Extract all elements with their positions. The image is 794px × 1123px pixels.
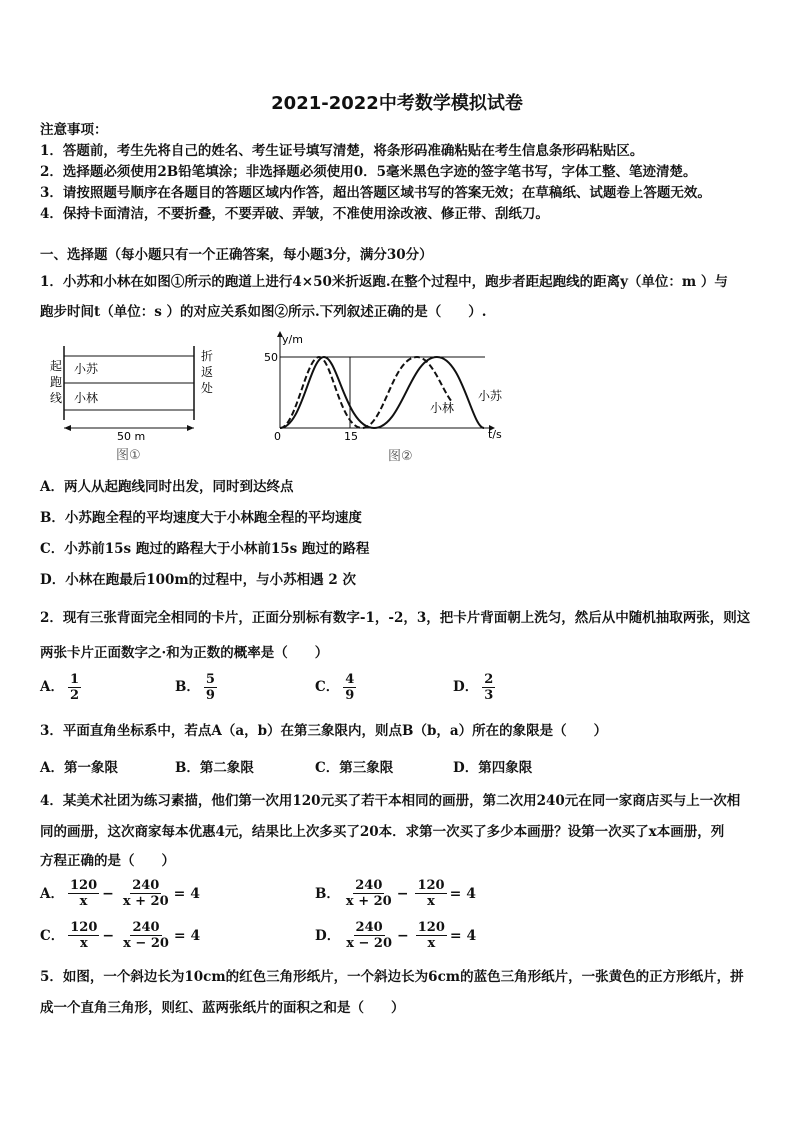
notice-item: 2．选择题必须使用2B铅笔填涂；非选择题必须使用0．5毫米黑色字迹的签字笔书写，字体工整、笔迹清楚。 bbox=[40, 164, 697, 180]
figure-2-graph bbox=[262, 330, 522, 470]
series-su-label: 小苏 bbox=[478, 389, 503, 403]
notice-item: 3．请按照题号顺序在各题目的答题区域内作答，超出答题区域书写的答案无效；在草稿纸、试题卷上答题无效。 bbox=[40, 185, 711, 201]
option-c: C． $\frac{4}{9}$ bbox=[315, 672, 355, 703]
option-c: C． $\frac{120}{x}$ − $\frac{240}{x - 20}$ = 4 bbox=[40, 920, 201, 951]
notice-item: 1．答题前，考生先将自己的姓名、考生证号填写清楚，将条形码准确粘贴在考生信息条形码粘贴区。 bbox=[40, 143, 644, 159]
question-5-text: 成一个直角三角形，则红、蓝两张纸片的面积之和是（ ） bbox=[40, 1000, 405, 1016]
y-axis-label: y/m bbox=[282, 333, 303, 346]
option-b: B． $\frac{5}{9}$ bbox=[175, 672, 215, 703]
start-label-char: 起 bbox=[50, 359, 63, 373]
question-2-text: 2．现有三张背面完全相同的卡片，正面分别标有数字-1，-2，3，把卡片背面朝上洗匀，然后从中随机抽取两张，则这 bbox=[40, 610, 751, 626]
figure-2-caption: 图② bbox=[388, 449, 413, 464]
x-tick-label: 0 bbox=[274, 430, 281, 443]
distance-label: 50 m bbox=[117, 430, 146, 443]
option-a: A．第一象限 bbox=[40, 760, 118, 776]
question-2-text: 两张卡片正面数字之·和为正数的概率是（ ） bbox=[40, 645, 329, 661]
option-d: D．小林在跑最后100m的过程中，与小苏相遇 2 次 bbox=[40, 572, 356, 588]
option-a: A． $\frac{1}{2}$ bbox=[40, 672, 80, 703]
question-5-text: 5．如图，一个斜边长为10cm的红色三角形纸片，一个斜边长为6cm的蓝色三角形纸片，一张黄色的正方形纸片，拼 bbox=[40, 969, 744, 985]
option-c: C．第三象限 bbox=[315, 760, 394, 776]
notice-heading: 注意事项： bbox=[40, 122, 108, 138]
question-4-text: 4．某美术社团为练习素描，他们第一次用120元买了若干本相同的画册，第二次用240元在同一家商店买与上一次相 bbox=[40, 793, 741, 809]
option-a: A． $\frac{120}{x}$ − $\frac{240}{x + 20}$ = 4 bbox=[40, 878, 201, 909]
option-b: B． $\frac{240}{x + 20}$ − $\frac{120}{x}$ = 4 bbox=[315, 878, 476, 909]
turn-label-char: 折 bbox=[201, 349, 214, 363]
turn-label-char: 返 bbox=[201, 365, 214, 379]
option-d: D．第四象限 bbox=[453, 760, 533, 776]
x-axis-label: t/s bbox=[488, 428, 502, 441]
section-heading: 一、选择题（每小题只有一个正确答案，每小题3分，满分30分） bbox=[40, 247, 433, 263]
notice-item: 4．保持卡面清洁，不要折叠，不要弄破、弄皱，不准使用涂改液、修正带、刮纸刀。 bbox=[40, 206, 549, 222]
option-b: B．第二象限 bbox=[175, 760, 254, 776]
y-tick-label: 50 bbox=[264, 351, 278, 364]
question-4-text: 方程正确的是（ ） bbox=[40, 853, 175, 869]
option-a: A．两人从起跑线同时出发，同时到达终点 bbox=[40, 479, 294, 495]
question-4-text: 同的画册，这次商家每本优惠4元，结果比上次多买了20本．求第一次买了多少本画册？设第一次买了x本画册，列 bbox=[40, 824, 725, 840]
option-d: D． $\frac{2}{3}$ bbox=[453, 672, 494, 703]
series-lin-label: 小林 bbox=[430, 401, 455, 415]
start-label-char: 线 bbox=[50, 391, 63, 405]
option-c: C．小苏前15s 跑过的路程大于小林前15s 跑过的路程 bbox=[40, 541, 370, 557]
figure-1-track bbox=[44, 338, 234, 466]
question-3-text: 3．平面直角坐标系中，若点A（a，b）在第三象限内，则点B（b，a）所在的象限是（ ） bbox=[40, 723, 608, 739]
figure-1-caption: 图① bbox=[116, 448, 141, 463]
x-tick-label: 15 bbox=[344, 430, 358, 443]
question-1-text: 1．小苏和小林在如图①所示的跑道上进行4×50米折返跑.在整个过程中，跑步者距起跑线的距离y（单位：m ）与 bbox=[40, 274, 728, 290]
lane-label-su: 小苏 bbox=[74, 362, 99, 376]
lane-label-lin: 小林 bbox=[74, 391, 99, 405]
question-1-text: 跑步时间t（单位：s ）的对应关系如图②所示.下列叙述正确的是（ ）. bbox=[40, 304, 487, 320]
start-label-char: 跑 bbox=[50, 375, 63, 389]
page-title: 2021-2022中考数学模拟试卷 bbox=[271, 93, 523, 114]
series-su-curve bbox=[280, 357, 484, 428]
option-b: B．小苏跑全程的平均速度大于小林跑全程的平均速度 bbox=[40, 510, 362, 526]
turn-label-char: 处 bbox=[201, 381, 214, 395]
option-d: D． $\frac{240}{x - 20}$ − $\frac{120}{x}$ = 4 bbox=[315, 920, 477, 951]
